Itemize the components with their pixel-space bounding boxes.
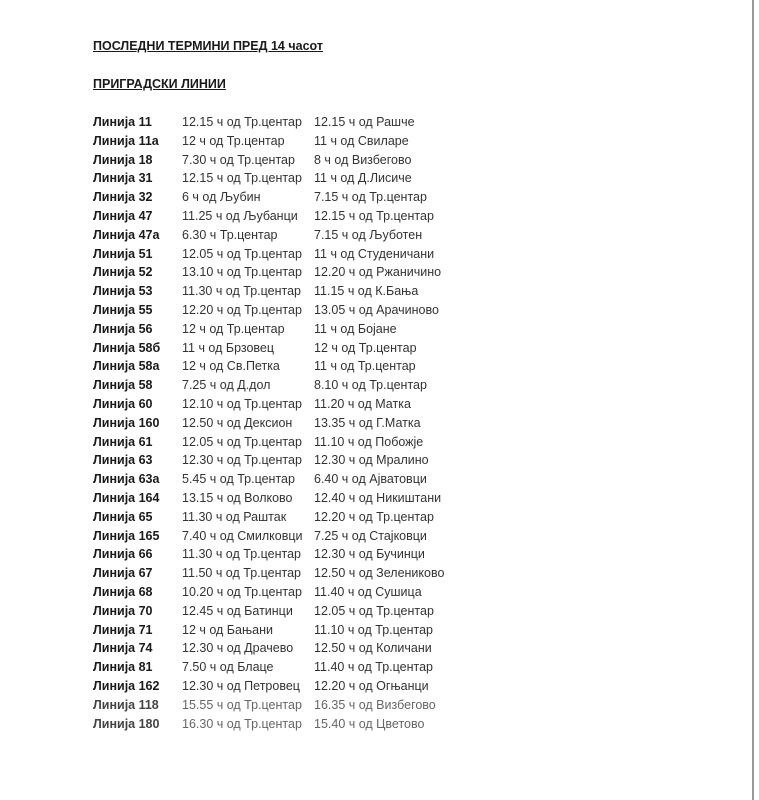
first-departure: 12.05 ч од Тр.центар	[182, 246, 302, 261]
schedule-row	[93, 433, 453, 452]
second-departure: 7.25 ч од Стајковци	[314, 528, 427, 543]
second-departure: 11 ч од Бојане	[314, 321, 397, 336]
line-name: Линија 51	[93, 246, 153, 261]
line-name: Линија 63	[93, 453, 153, 468]
line-name: Линија 58	[93, 378, 153, 393]
line-name: Линија 63а	[93, 472, 160, 487]
line-name: Линија 47а	[93, 227, 160, 242]
line-name: Линија 65	[93, 509, 153, 524]
first-departure: 7.50 ч од Блаце	[182, 660, 274, 675]
line-name: Линија 58б	[93, 340, 161, 355]
first-departure: 6 ч од Љубин	[182, 190, 261, 205]
second-departure: 8.10 ч од Тр.центар	[314, 378, 427, 393]
schedule-row	[93, 639, 453, 658]
first-departure: 7.40 ч од Смилковци	[182, 528, 303, 543]
second-departure: 7.15 ч од Тр.центар	[314, 190, 427, 205]
first-departure: 12 ч од Тр.центар	[182, 321, 285, 336]
line-name: Линија 55	[93, 302, 153, 317]
second-departure: 11.40 ч од Сушица	[314, 584, 422, 599]
first-departure: 12.30 ч од Драчево	[182, 641, 294, 656]
first-departure: 11.30 ч од Раштак	[182, 509, 287, 524]
second-departure: 16.35 ч од Визбегово	[314, 697, 436, 712]
schedule-row	[93, 132, 453, 151]
line-name: Линија 11а	[93, 133, 159, 148]
line-name: Линија 162	[93, 678, 160, 693]
first-departure: 7.30 ч од Тр.центар	[182, 152, 295, 167]
second-departure: 13.05 ч од Арачиново	[314, 302, 439, 317]
schedule-row	[93, 282, 453, 301]
line-name: Линија 32	[93, 190, 153, 205]
schedule-row	[93, 376, 453, 395]
schedule-row	[93, 113, 453, 132]
schedule-row	[93, 602, 453, 621]
first-departure: 12.10 ч од Тр.центар	[182, 396, 302, 411]
line-name: Линија 68	[93, 584, 153, 599]
first-departure: 12.30 ч од Тр.центар	[182, 453, 302, 468]
line-name: Линија 71	[93, 622, 153, 637]
second-departure: 11 ч од Свиларе	[314, 133, 409, 148]
line-name: Линија 165	[93, 528, 160, 543]
schedule-row	[93, 414, 453, 433]
second-departure: 11.10 ч од Побожје	[314, 434, 424, 449]
line-name: Линија 52	[93, 265, 153, 280]
second-departure: 11 ч од Д.Лисиче	[314, 171, 412, 186]
second-departure: 12.40 ч од Никиштани	[314, 490, 442, 505]
second-departure: 12.50 ч од Количани	[314, 641, 432, 656]
schedule-row	[93, 696, 453, 715]
section-heading: ПРИГРАДСКИ ЛИНИИ	[93, 77, 226, 91]
schedule-row	[93, 188, 453, 207]
first-departure: 12.20 ч од Тр.центар	[182, 302, 302, 317]
line-name: Линија 61	[93, 434, 153, 449]
first-departure: 12.45 ч од Батинци	[182, 603, 293, 618]
line-name: Линија 66	[93, 547, 153, 562]
schedule-row	[93, 658, 453, 677]
schedule-row	[93, 320, 453, 339]
first-departure: 10.20 ч од Тр.центар	[182, 584, 302, 599]
schedule-row	[93, 207, 453, 226]
first-departure: 11 ч од Брзовец	[182, 340, 275, 355]
first-departure: 11.30 ч од Тр.центар	[182, 284, 301, 299]
schedule-row	[93, 583, 453, 602]
second-departure: 11.15 ч од К.Бања	[314, 284, 419, 299]
schedule-row	[93, 564, 453, 583]
second-departure: 12.30 ч од Бучинци	[314, 547, 425, 562]
schedule-row	[93, 301, 453, 320]
first-departure: 5.45 ч од Тр.центар	[182, 472, 295, 487]
line-name: Линија 118	[93, 697, 159, 712]
line-name: Линија 70	[93, 603, 153, 618]
first-departure: 11.30 ч од Тр.центар	[182, 547, 301, 562]
line-name: Линија 58а	[93, 359, 160, 374]
first-departure: 12 ч од Св.Петка	[182, 359, 280, 374]
second-departure: 15.40 ч од Цветово	[314, 716, 425, 731]
line-name: Линија 67	[93, 566, 153, 581]
second-departure: 12.20 ч од Тр.центар	[314, 509, 434, 524]
first-departure: 12.15 ч од Тр.центар	[182, 171, 302, 186]
line-name: Линија 74	[93, 641, 153, 656]
first-departure: 6.30 ч Тр.центар	[182, 227, 278, 242]
first-departure: 12.30 ч од Петровец	[182, 678, 300, 693]
first-departure: 16.30 ч од Тр.центар	[182, 716, 302, 731]
schedule-row	[93, 151, 453, 170]
line-name: Линија 164	[93, 490, 160, 505]
first-departure: 12.15 ч од Тр.центар	[182, 115, 302, 129]
schedule-row	[93, 357, 453, 376]
schedule-row	[93, 451, 453, 470]
second-departure: 11.20 ч од Матка	[314, 396, 411, 411]
first-departure: 12 ч од Бањани	[182, 622, 273, 637]
page-edge	[752, 0, 754, 800]
line-name: Линија 31	[93, 171, 153, 186]
schedule-row	[93, 263, 453, 282]
second-departure: 12.05 ч од Тр.центар	[314, 603, 434, 618]
schedule-row	[93, 527, 453, 546]
schedule-row	[93, 470, 453, 489]
schedule-row	[93, 715, 453, 734]
line-name: Линија 53	[93, 284, 153, 299]
second-departure: 11 ч од Тр.центар	[314, 359, 416, 374]
line-name: Линија 56	[93, 321, 153, 336]
schedule-row	[93, 339, 453, 358]
second-departure: 11 ч од Студеничани	[314, 246, 435, 261]
first-departure: 12 ч од Тр.центар	[182, 133, 285, 148]
schedule-row	[93, 245, 453, 264]
first-departure: 7.25 ч од Д.дол	[182, 378, 271, 393]
second-departure: 12 ч од Тр.центар	[314, 340, 417, 355]
second-departure: 11.10 ч од Тр.центар	[314, 622, 433, 637]
line-name: Линија 18	[93, 152, 153, 167]
first-departure: 12.50 ч од Дексион	[182, 415, 293, 430]
line-name: Линија 160	[93, 415, 160, 430]
line-name: Линија 47	[93, 208, 153, 223]
second-departure: 12.20 ч од Огњанци	[314, 678, 429, 693]
line-name: Линија 180	[93, 716, 160, 731]
first-departure: 13.15 ч од Волково	[182, 490, 293, 505]
first-departure: 11.25 ч од Љубанци	[182, 208, 298, 223]
schedule-row	[93, 545, 453, 564]
line-name: Линија 60	[93, 396, 153, 411]
second-departure: 12.15 ч од Тр.центар	[314, 208, 434, 223]
schedule-row	[93, 489, 453, 508]
first-departure: 11.50 ч од Тр.центар	[182, 566, 301, 581]
second-departure: 12.20 ч од Ржаничино	[314, 265, 442, 280]
schedule-row	[93, 395, 453, 414]
first-departure: 15.55 ч од Тр.центар	[182, 697, 302, 712]
second-departure: 12.50 ч од Зелениково	[314, 566, 445, 581]
first-departure: 13.10 ч од Тр.центар	[182, 265, 302, 280]
line-name: Линија 11	[93, 115, 152, 129]
schedule-row	[93, 226, 453, 245]
second-departure: 8 ч од Визбегово	[314, 152, 412, 167]
document-title: ПОСЛЕДНИ ТЕРМИНИ ПРЕД 14 часот	[93, 39, 323, 53]
second-departure: 6.40 ч од Ајватовци	[314, 472, 427, 487]
first-departure: 12.05 ч од Тр.центар	[182, 434, 302, 449]
second-departure: 13.35 ч од Г.Матка	[314, 415, 421, 430]
schedule-row	[93, 677, 453, 696]
line-name: Линија 81	[93, 660, 153, 675]
schedule-row	[93, 169, 453, 188]
second-departure: 12.15 ч од Рашче	[314, 115, 415, 129]
schedule-row	[93, 508, 453, 527]
second-departure: 12.30 ч од Мралино	[314, 453, 429, 468]
second-departure: 7.15 ч од Љуботен	[314, 227, 423, 242]
schedule-row	[93, 621, 453, 640]
schedule-table	[93, 113, 453, 733]
second-departure: 11.40 ч од Тр.центар	[314, 660, 433, 675]
